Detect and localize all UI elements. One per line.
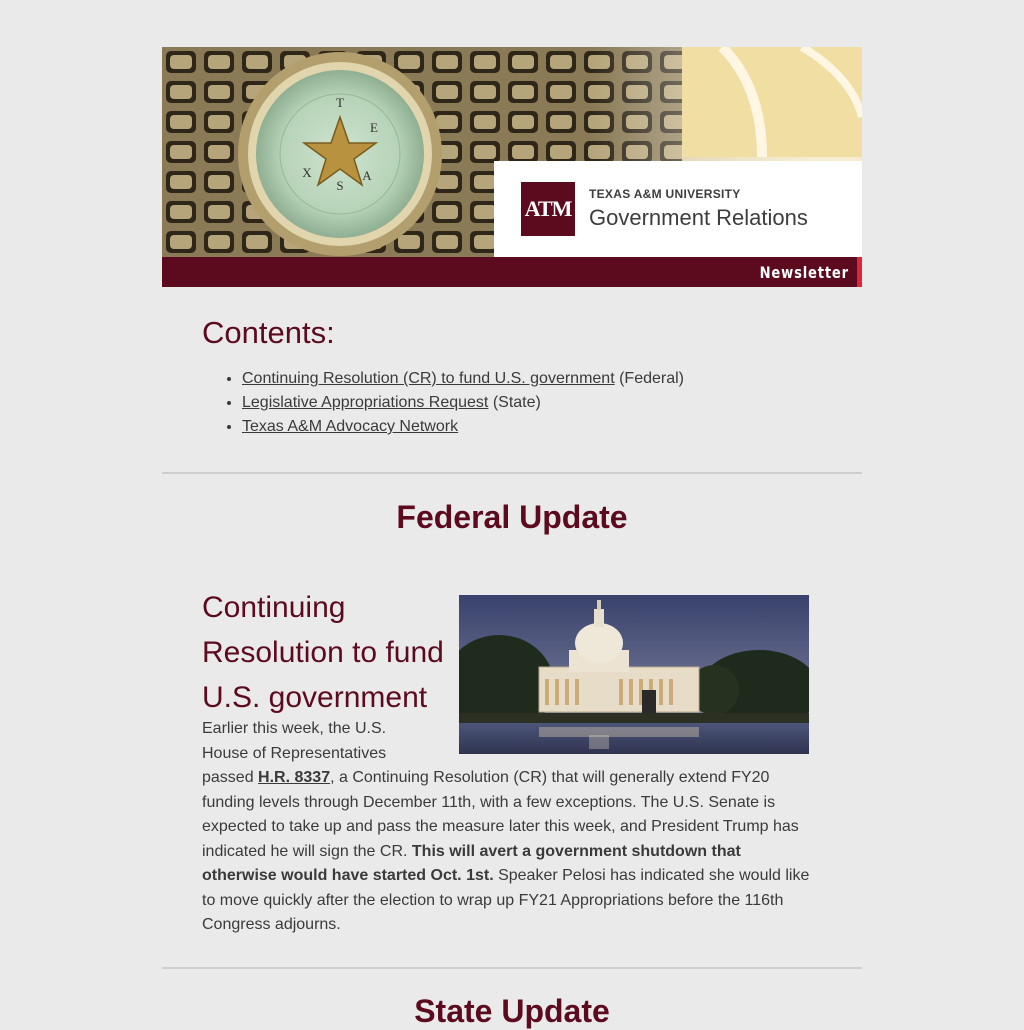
article-body [202,717,814,938]
star-letter: S [336,178,344,193]
article-title: Continuing Resolution to fund U.S. government [202,591,444,714]
contents-title: Contents: [202,315,335,350]
toc-suffix: (State) [488,394,541,411]
toc-item [242,391,684,415]
banner-bar [162,257,862,287]
star-letter: A [362,168,372,183]
toc-suffix: (Federal) [614,370,684,387]
star-letter: X [302,165,312,180]
toc-item [242,415,684,439]
newsletter-label: Newsletter [759,263,849,282]
star-letter: T [336,95,344,110]
table-of-contents [202,367,684,439]
state-update-heading: State Update [414,993,610,1029]
brand-box [494,161,862,257]
star-letter: E [370,120,378,135]
toc-link-advocacy-network[interactable]: Texas A&M Advocacy Network [242,418,459,435]
toc-link-continuing-resolution[interactable]: Continuing Resolution (CR) to fund U.S. government [242,370,615,387]
federal-update-heading: Federal Update [396,499,628,535]
section-divider [162,967,862,969]
body-bold-text: This will avert a government shutdown that otherwise would have started Oct. 1st. [202,842,741,884]
toc-link-appropriations-request[interactable]: Legislative Appropriations Request [242,394,489,411]
body-text-part: Earlier this week, the U.S. House of Representatives passed [202,720,387,786]
tamu-logo: ATM [521,182,575,236]
image-wrap-spacer [430,717,814,754]
header-banner [162,47,862,287]
body-text-part: , a Continuing Resolution (CR) that will generally extend FY20 funding levels through December 11th, with a few exceptions. The U.S. Senate is expected to take up and pass the measure later this week, and President Trump has indicated he will sign the CR. [202,769,799,860]
newsletter-container [162,47,862,1029]
department-name: Government Relations [589,205,808,230]
toc-item [242,367,684,391]
banner-accent [857,257,862,287]
bill-link-hr-8337[interactable]: H.R. 8337 [258,769,331,786]
body-text-part: Speaker Pelosi has indicated she would like to move quickly after the election to wrap up FY21 Appropriations before the 116th Congress adjourns. [202,867,810,933]
university-name: TEXAS A&M UNIVERSITY [589,187,741,201]
section-divider [162,472,862,474]
